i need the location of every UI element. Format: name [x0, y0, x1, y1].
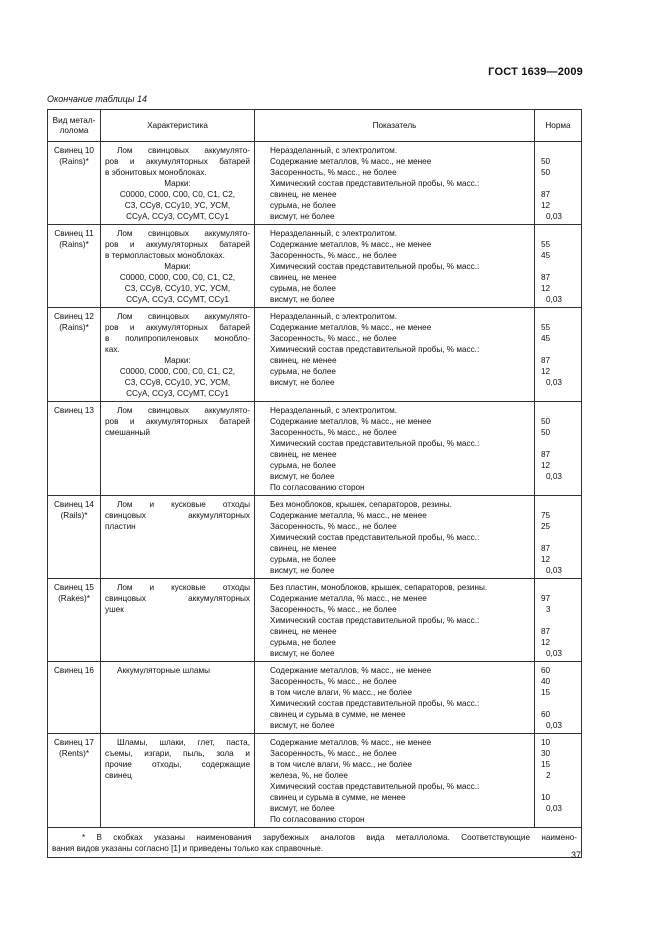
indicator-line: сурьма, не более	[270, 367, 336, 376]
norm-value: 45	[541, 334, 551, 343]
characteristic-line: Аккумуляторные шламы	[117, 666, 210, 675]
indicator-line: свинец, не менее	[270, 190, 337, 199]
norm-value: 0,03	[546, 566, 562, 575]
norm-value	[541, 311, 577, 322]
header-norm: Норма	[535, 110, 582, 142]
indicator-cell	[255, 496, 535, 579]
kind-line: (Rails)*	[60, 511, 88, 520]
indicator-line: Химический состав представительной пробы, % масс.:	[270, 262, 480, 271]
table-row	[48, 579, 582, 662]
indicator-line: Без пластин, моноблоков, крышек, сепараторов, резины.	[270, 583, 488, 592]
indicator-line: висмут, не более	[270, 212, 335, 221]
norm-value	[541, 438, 577, 449]
norm-value: 55	[541, 323, 551, 332]
norm-value: 87	[541, 356, 551, 365]
norm-value: 45	[541, 251, 551, 260]
characteristic-line: С3, ССу8, ССу10, УС, УСМ,	[124, 378, 231, 387]
indicator-line: Содержание металлов, % масс., не менее	[270, 666, 432, 675]
indicator-line: Химический состав представительной пробы, % масс.:	[270, 782, 480, 791]
characteristic-line: ров и аккумуляторных батарей	[105, 157, 250, 166]
norm-value: 40	[541, 677, 551, 686]
indicator-line: висмут, не более	[270, 295, 335, 304]
indicator-cell	[255, 662, 535, 734]
characteristic-line: ССуА, ССу3, ССуМТ, ССу1	[126, 389, 229, 398]
indicator-line: сурьма, не более	[270, 284, 336, 293]
norm-value: 50	[541, 428, 551, 437]
characteristic-line: свинцовых аккумуляторных	[105, 594, 250, 603]
norm-value: 0,03	[546, 472, 562, 481]
norm-value: 60	[541, 710, 551, 719]
header-characteristic: Характеристика	[101, 110, 255, 142]
indicator-line: свинец, не менее	[270, 273, 337, 282]
kind-cell	[48, 142, 101, 225]
norm-value: 15	[541, 760, 551, 769]
norm-value: 3	[546, 605, 551, 614]
norm-value: 50	[541, 168, 551, 177]
norm-value	[541, 405, 577, 416]
kind-line: (Rents)*	[58, 749, 90, 758]
norm-cell	[535, 225, 582, 308]
indicator-line: По согласованию сторон	[270, 815, 365, 824]
indicator-line: По согласованию сторон	[270, 483, 365, 492]
norm-value	[541, 781, 577, 792]
characteristic-line: ров и аккумуляторных батарей	[105, 417, 250, 426]
indicator-line: Засоренность, % масс., не более	[270, 605, 397, 614]
kind-cell	[48, 402, 101, 496]
indicator-line: висмут, не более	[270, 721, 335, 730]
characteristic-line: ССуА, ССу3, ССуМТ, ССу1	[126, 212, 229, 221]
indicator-line: Химический состав представительной пробы, % масс.:	[270, 439, 480, 448]
indicator-line: Засоренность, % масс., не более	[270, 428, 397, 437]
characteristic-line: в полипропиленовых монобло-	[105, 334, 250, 343]
norm-value: 12	[541, 461, 551, 470]
characteristic-cell	[101, 579, 255, 662]
metal-scrap-table	[47, 109, 582, 858]
characteristic-line: Лом свинцовых аккумулято-	[117, 406, 250, 415]
indicator-line: Химический состав представительной пробы, % масс.:	[270, 345, 480, 354]
kind-cell	[48, 734, 101, 828]
characteristic-line: ушек	[105, 605, 124, 614]
header-kind-line2: лолома	[59, 125, 89, 135]
header-kind-line1: Вид метал-	[52, 115, 96, 125]
indicator-cell	[255, 579, 535, 662]
characteristic-line: Лом свинцовых аккумулято-	[117, 229, 250, 238]
indicator-line: Неразделанный, с электролитом.	[270, 229, 398, 238]
kind-line: Свинец 14	[54, 500, 94, 509]
characteristic-line: прочие отходы, содержащие	[105, 760, 250, 769]
characteristic-line: С0000, С000, С00, С0, С1, С2,	[119, 273, 236, 282]
kind-line: (Rains)*	[59, 323, 89, 332]
norm-cell	[535, 402, 582, 496]
indicator-line: свинец, не менее	[270, 544, 337, 553]
indicator-line: Химический состав представительной пробы, % масс.:	[270, 533, 480, 542]
indicator-line: Неразделанный, с электролитом.	[270, 146, 398, 155]
norm-value: 87	[541, 273, 551, 282]
indicator-cell	[255, 734, 535, 828]
indicator-line: в том числе влаги, % масс., не более	[270, 688, 412, 697]
norm-value: 15	[541, 688, 551, 697]
table-row	[48, 496, 582, 579]
indicator-line: Без моноблоков, крышек, сепараторов, резины.	[270, 500, 452, 509]
characteristic-line: ках.	[105, 345, 120, 354]
table-caption: Окончание таблицы 14	[47, 94, 147, 104]
indicator-line: висмут, не более	[270, 649, 335, 658]
indicator-line: Химический состав представительной пробы, % масс.:	[270, 699, 480, 708]
norm-value: 2	[546, 771, 551, 780]
characteristic-line: ров и аккумуляторных батарей	[105, 323, 250, 332]
indicator-line: сурьма, не более	[270, 461, 336, 470]
kind-line: Свинец 17	[54, 738, 94, 747]
characteristic-line: пластин	[105, 522, 136, 531]
indicator-line: Засоренность, % масс., не более	[270, 677, 397, 686]
table-body	[48, 142, 582, 828]
indicator-line: висмут, не более	[270, 804, 335, 813]
norm-value: 50	[541, 157, 551, 166]
characteristic-line: С3, ССу8, ССу10, УС, УСМ,	[124, 284, 231, 293]
indicator-line: Засоренность, % масс., не более	[270, 749, 397, 758]
footnote-line: * В скобках указаны наименования зарубежных аналогов вида металлолома. Соответствующие наимено-	[82, 833, 577, 842]
characteristic-line: свинец	[105, 771, 132, 780]
characteristic-line: ССуА, ССу3, ССуМТ, ССу1	[126, 295, 229, 304]
document-id: ГОСТ 1639—2009	[488, 66, 583, 78]
characteristic-cell	[101, 402, 255, 496]
characteristic-line: в эбонитовых моноблоках.	[105, 168, 207, 177]
norm-cell	[535, 734, 582, 828]
norm-value: 75	[541, 511, 551, 520]
norm-value: 87	[541, 450, 551, 459]
indicator-line: Содержание металла, % масс., не менее	[270, 511, 427, 520]
characteristic-line: Лом и кусковые отходы	[117, 583, 250, 592]
footnote-cell	[48, 828, 582, 858]
indicator-line: висмут, не более	[270, 378, 335, 387]
norm-value	[541, 145, 577, 156]
norm-value: 25	[541, 522, 551, 531]
indicator-line: висмут, не более	[270, 472, 335, 481]
kind-line: Свинец 16	[54, 666, 94, 675]
table-row	[48, 308, 582, 402]
norm-value: 50	[541, 417, 551, 426]
characteristic-cell	[101, 496, 255, 579]
page-number: 37	[570, 850, 581, 860]
indicator-cell	[255, 308, 535, 402]
characteristic-line: Марки:	[164, 356, 191, 365]
characteristic-line: ров и аккумуляторных батарей	[105, 240, 250, 249]
characteristic-line: Лом свинцовых аккумулято-	[117, 312, 250, 321]
kind-cell	[48, 579, 101, 662]
indicator-line: Содержание металлов, % масс., не менее	[270, 323, 432, 332]
norm-value: 0,03	[546, 721, 562, 730]
characteristic-line: С0000, С000, С00, С0, С1, С2,	[119, 367, 236, 376]
header-kind	[48, 110, 101, 142]
characteristic-cell	[101, 308, 255, 402]
kind-cell	[48, 662, 101, 734]
table-row	[48, 734, 582, 828]
kind-line: (Rains)*	[59, 240, 89, 249]
indicator-cell	[255, 402, 535, 496]
characteristic-line: Лом и кусковые отходы	[117, 500, 250, 509]
characteristic-cell	[101, 734, 255, 828]
norm-value	[541, 482, 577, 493]
kind-line: Свинец 12	[54, 312, 94, 321]
norm-value: 55	[541, 240, 551, 249]
footnote-row	[48, 828, 582, 858]
characteristic-line: смешанный	[105, 428, 150, 437]
header-indicator: Показатель	[255, 110, 535, 142]
characteristic-cell	[101, 662, 255, 734]
norm-value: 0,03	[546, 212, 562, 221]
indicator-line: висмут, не более	[270, 566, 335, 575]
norm-cell	[535, 308, 582, 402]
indicator-line: Химический состав представительной пробы, % масс.:	[270, 616, 480, 625]
norm-cell	[535, 142, 582, 225]
norm-value: 12	[541, 638, 551, 647]
norm-cell	[535, 662, 582, 734]
norm-value: 10	[541, 793, 551, 802]
characteristic-line: Лом свинцовых аккумулято-	[117, 146, 250, 155]
characteristic-cell	[101, 225, 255, 308]
norm-value	[541, 228, 577, 239]
indicator-line: Неразделанный, с электролитом.	[270, 406, 398, 415]
characteristic-line: Марки:	[164, 179, 191, 188]
indicator-line: Химический состав представительной пробы, % масс.:	[270, 179, 480, 188]
indicator-line: свинец, не менее	[270, 450, 337, 459]
kind-line: (Rakes)*	[58, 594, 90, 603]
norm-value: 87	[541, 190, 551, 199]
norm-value: 0,03	[546, 378, 562, 387]
characteristic-line: Марки:	[164, 262, 191, 271]
table-row	[48, 142, 582, 225]
table-row	[48, 402, 582, 496]
norm-value	[541, 814, 577, 825]
characteristic-line: С3, ССу8, ССу10, УС, УСМ,	[124, 201, 231, 210]
norm-value	[541, 344, 577, 355]
indicator-cell	[255, 225, 535, 308]
norm-value	[541, 698, 577, 709]
indicator-line: Засоренность, % масс., не более	[270, 334, 397, 343]
indicator-line: Содержание металлов, % масс., не менее	[270, 417, 432, 426]
norm-cell	[535, 496, 582, 579]
footnote-line: вания видов указаны согласно [1] и приведены только как справочные.	[52, 844, 324, 853]
kind-cell	[48, 496, 101, 579]
norm-value	[541, 532, 577, 543]
norm-cell	[535, 579, 582, 662]
kind-line: Свинец 15	[54, 583, 94, 592]
norm-value	[541, 582, 577, 593]
kind-cell	[48, 225, 101, 308]
indicator-line: Содержание металла, % масс., не менее	[270, 594, 427, 603]
norm-value: 12	[541, 367, 551, 376]
norm-value: 60	[541, 666, 551, 675]
indicator-cell	[255, 142, 535, 225]
norm-value: 12	[541, 555, 551, 564]
norm-value: 12	[541, 284, 551, 293]
kind-line: Свинец 10	[54, 146, 94, 155]
norm-value	[541, 261, 577, 272]
characteristic-line: съемы, изгари, пыль, зола и	[105, 749, 250, 758]
norm-value: 30	[541, 749, 551, 758]
indicator-line: свинец, не менее	[270, 627, 337, 636]
table-row	[48, 225, 582, 308]
indicator-line: Неразделанный, с электролитом.	[270, 312, 398, 321]
indicator-line: Засоренность, % масс., не более	[270, 251, 397, 260]
indicator-line: Содержание металлов, % масс., не менее	[270, 738, 432, 747]
indicator-line: сурьма, не более	[270, 201, 336, 210]
indicator-line: Содержание металлов, % масс., не менее	[270, 157, 432, 166]
norm-value: 0,03	[546, 295, 562, 304]
norm-value: 12	[541, 201, 551, 210]
characteristic-line: С0000, С000, С00, С0, С1, С2,	[119, 190, 236, 199]
characteristic-line: Шламы, шлаки, глет, паста,	[117, 738, 250, 747]
characteristic-line: в термопластовых моноблоках.	[105, 251, 225, 260]
indicator-line: Содержание металлов, % масс., не менее	[270, 240, 432, 249]
indicator-line: сурьма, не более	[270, 555, 336, 564]
norm-value	[541, 615, 577, 626]
indicator-line: свинец, не менее	[270, 356, 337, 365]
characteristic-cell	[101, 142, 255, 225]
norm-value: 87	[541, 627, 551, 636]
indicator-line: свинец и сурьма в сумме, не менее	[270, 710, 406, 719]
norm-value: 0,03	[546, 649, 562, 658]
norm-value: 0,03	[546, 804, 562, 813]
indicator-line: Засоренность, % масс., не более	[270, 522, 397, 531]
norm-value: 10	[541, 738, 551, 747]
norm-value: 97	[541, 594, 551, 603]
indicator-line: Засоренность, % масс., не более	[270, 168, 397, 177]
table-row	[48, 662, 582, 734]
characteristic-line: свинцовых аккумуляторных	[105, 511, 250, 520]
table-header-row	[48, 110, 582, 142]
kind-line: Свинец 11	[54, 229, 94, 238]
norm-value: 87	[541, 544, 551, 553]
kind-cell	[48, 308, 101, 402]
norm-value	[541, 178, 577, 189]
kind-line: Свинец 13	[54, 406, 94, 415]
indicator-line: сурьма, не более	[270, 638, 336, 647]
indicator-line: свинец и сурьма в сумме, не менее	[270, 793, 406, 802]
indicator-line: железа, %, не более	[270, 771, 348, 780]
indicator-line: в том числе влаги, % масс., не более	[270, 760, 412, 769]
norm-value	[541, 499, 577, 510]
kind-line: (Rains)*	[59, 157, 89, 166]
